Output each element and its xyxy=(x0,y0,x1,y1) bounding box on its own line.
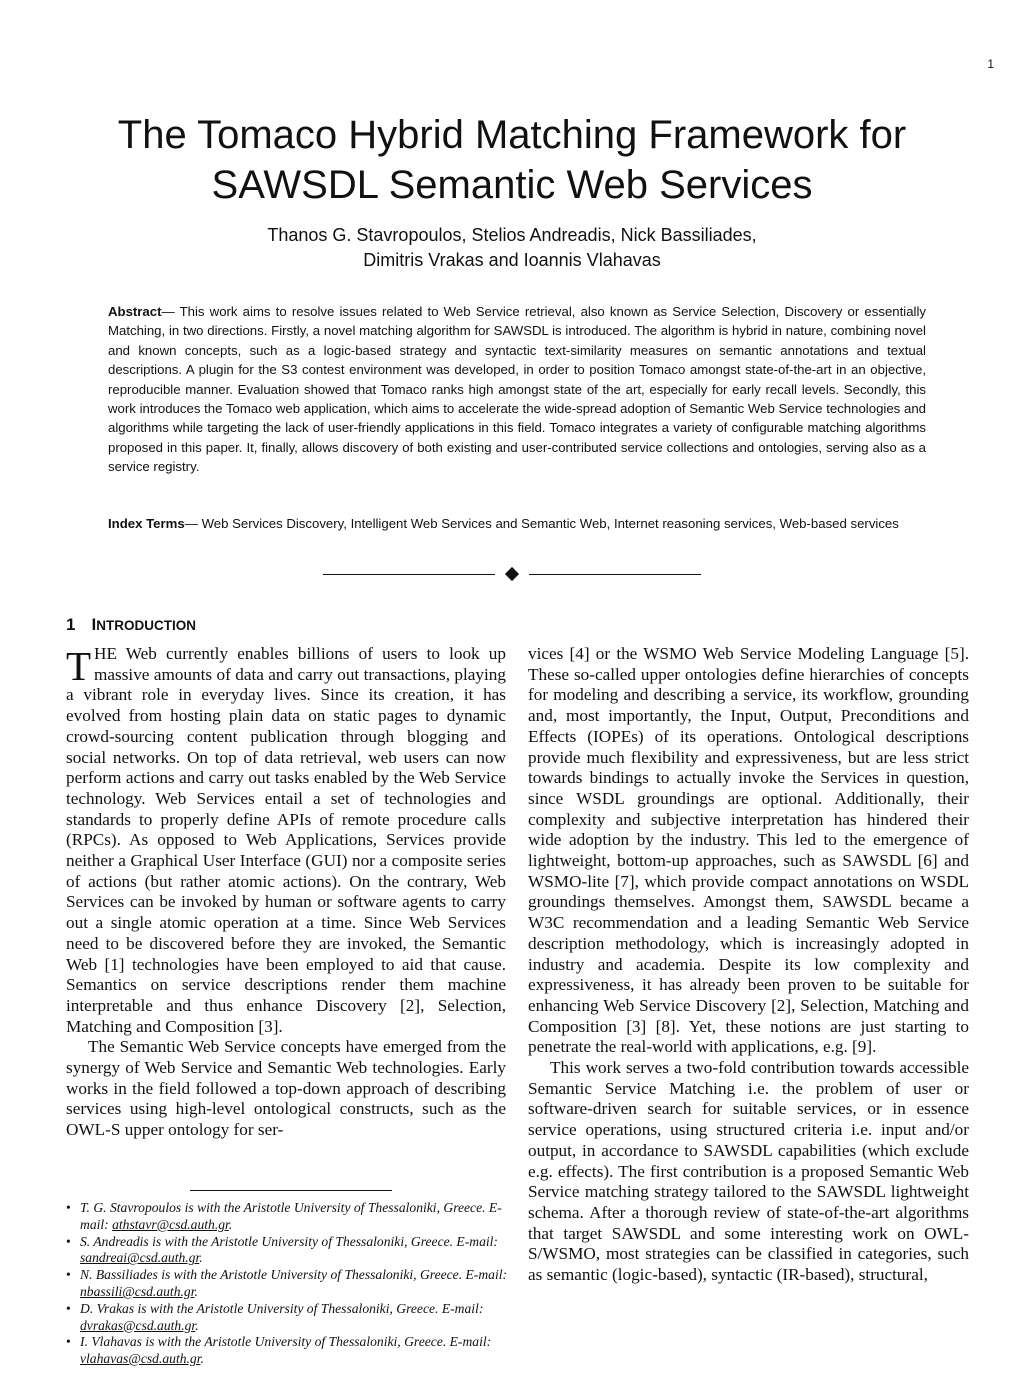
index-terms xyxy=(108,514,926,533)
index-terms-label: Index Terms xyxy=(108,516,185,531)
right-paragraph-1: vices [4] or the WSMO Web Service Modeling Language [5]. These so-called upper ontologies define hierarchies of concepts for modeling and describing a service, its workflow, grounding and, most importantly, the Input, Output, Preconditions and Effects (IOPEs) of its operations. Ontological descriptions provide much flexibility and expressiveness, but are less strict towards bindings to actually invoke the Services in question, since WSDL groundings are optional. Additionally, their complexity and subjective interpretation has hindered their wide adoption by the industry. This led to the emergence of lightweight, bottom-up approaches, such as SAWSDL [6] and WSMO-lite [7], which provide compact annotations on WSDL groundings themselves. Amongst them, SAWSDL became a W3C recommendation and a leading Semantic Web Service description methodology, which is increasingly adopted in industry and academia. Despite its low complexity and expressiveness, it has already been proven to be suitable for enhancing Web Service Discovery [2], Selection, Matching and Composition [3] [8]. Yet, these notions are just starting to penetrate the real-world with applications, e.g. [9]. xyxy=(528,644,969,1057)
section-title-rest: NTRODUCTION xyxy=(96,618,196,633)
intro-paragraph-2: The Semantic Web Service concepts have emerged from the synergy of Web Service and Semantic Web technologies. Early works in the field followed a top-down approach of describing services using high-level ontological constructs, such as the OWL-S upper ontology for ser- xyxy=(66,1037,506,1140)
footnote-text: N. Bassiliades is with the Aristotle University of Thessaloniki, Greece. E-mail: xyxy=(80,1267,508,1283)
title-line-2: SAWSDL Semantic Web Services xyxy=(211,163,813,207)
abstract xyxy=(108,302,926,477)
author-list xyxy=(0,223,1024,273)
footnote-end: . xyxy=(228,1216,233,1232)
intro-paragraph-1-text: HE Web currently enables billions of users to look up massive amounts of data and carry out transactions, playing a vibrant role in everyday lives. Since its creation, it has evolved from hosting plain data on static pages to dynamic crowd-sourcing content publication through blogging and social networks. On top of data retrieval, web users can now perform actions and carry out tasks enabled by the Web Service technology. Web Services entail a set of technologies and standards to properly define APIs of remote procedure calls (RPCs). As opposed to Web Applications, Services provide neither a Graphical User Interface (GUI) nor a composite series of actions (but rather atomic actions). On the contrary, Web Services can be invoked by human or software agents to carry out a single atomic operation at a time. Since Web Services need to be discovered before they are invoked, the Semantic Web [1] technologies have been employed to aid that cause. Semantics on service descriptions render them machine interpretable and thus enhance Discovery [2], Selection, Matching and Composition [3]. xyxy=(66,644,506,1036)
right-paragraph-2: This work serves a two-fold contribution towards accessible Semantic Service Matching i.e. the problem of user or software-driven search for suitable services, or in essence service operations, using structured criteria i.e. input and/or output, in accordance to SAWSDL capabilities (which exclude e.g. effects). The first contribution is a proposed Semantic Web Service matching strategy tailored to the SAWSDL lightweight schema. After a thorough review of state-of-the-art algorithms that target SAWSDL and some interesting work on OWL-S/WSMO, most strategies can be classified in categories, such as semantic (logic-based), syntactic (IR-based), structural, xyxy=(528,1058,969,1285)
email-link[interactable]: nbassili@csd.auth.gr xyxy=(80,1283,195,1299)
section-number: 1 xyxy=(66,615,76,634)
footnote-end: . xyxy=(199,1250,203,1266)
footnote-item xyxy=(66,1234,516,1268)
footnote-text: T. G. Stavropoulos is with the Aristotle University of Thessaloniki, Greece. E-mail: xyxy=(80,1200,502,1232)
divider-line-left xyxy=(323,574,495,575)
email-link[interactable]: sandreai@csd.auth.gr xyxy=(80,1250,200,1266)
footnote-item xyxy=(66,1267,516,1301)
footnote-item xyxy=(66,1200,516,1234)
divider-line-right xyxy=(529,574,701,575)
intro-paragraph-1 xyxy=(66,644,506,1037)
footnote-rule xyxy=(190,1190,392,1191)
diamond-icon xyxy=(505,567,519,581)
right-column xyxy=(528,644,969,1286)
authors-line-2: Dimitris Vrakas and Ioannis Vlahavas xyxy=(363,250,661,270)
section-divider xyxy=(0,566,1024,582)
authors-line-1: Thanos G. Stavropoulos, Stelios Andreadis, Nick Bassiliades, xyxy=(267,225,757,245)
page-number: 1 xyxy=(987,57,994,71)
footnote-text: S. Andreadis is with the Aristotle University of Thessaloniki, Greece. E-mail: xyxy=(80,1233,498,1249)
index-terms-text: — Web Services Discovery, Intelligent Web Services and Semantic Web, Internet reasoning services, Web-based services xyxy=(184,516,899,531)
email-link[interactable]: dvrakas@csd.auth.gr xyxy=(80,1317,196,1333)
footnote-end: . xyxy=(194,1283,198,1299)
section-title-initial: I xyxy=(91,615,97,634)
email-link[interactable]: vlahavas@csd.auth.gr xyxy=(80,1351,201,1367)
footnote-text: D. Vrakas is with the Aristotle University of Thessaloniki, Greece. E-mail: xyxy=(80,1300,484,1316)
section-heading xyxy=(66,615,196,635)
footnote-item xyxy=(66,1334,516,1368)
title-line-1: The Tomaco Hybrid Matching Framework for xyxy=(117,113,907,157)
footnote-text: I. Vlahavas is with the Aristotle University of Thessaloniki, Greece. E-mail: xyxy=(80,1334,492,1350)
author-footnotes xyxy=(66,1200,516,1368)
abstract-label: Abstract xyxy=(108,304,162,319)
paper-title xyxy=(0,110,1024,210)
footnote-end: . xyxy=(195,1317,199,1333)
email-link[interactable]: athstavr@csd.auth.gr xyxy=(112,1216,229,1232)
abstract-text: — This work aims to resolve issues related to Web Service retrieval, also known as Service Selection, Discovery or essentially Matching, in two directions. Firstly, a novel matching algorithm for SAWSDL is introduced. The algorithm is hybrid in nature, combining novel and known concepts, such as a logic-based strategy and syntactic text-similarity measures on semantic annotations and textual descriptions. A plugin for the S3 contest environment was developed, in order to position Tomaco amongst state-of-the-art in an objective, reproducible manner. Evaluation showed that Tomaco ranks high amongst state of the art, especially for early recall levels. Secondly, this work introduces the Tomaco web application, which aims to accelerate the wide-spread adoption of Semantic Web Service technologies and algorithms while targeting the lack of user-friendly applications in this field. Tomaco integrates a variety of configurable matching algorithms proposed in this paper. It, finally, allows discovery of both existing and user-contributed service collections and ontologies, serving also as a service registry. xyxy=(108,304,926,475)
footnote-end: . xyxy=(200,1351,204,1367)
drop-cap: T xyxy=(66,643,92,689)
left-column xyxy=(66,644,506,1141)
footnote-item xyxy=(66,1301,516,1335)
